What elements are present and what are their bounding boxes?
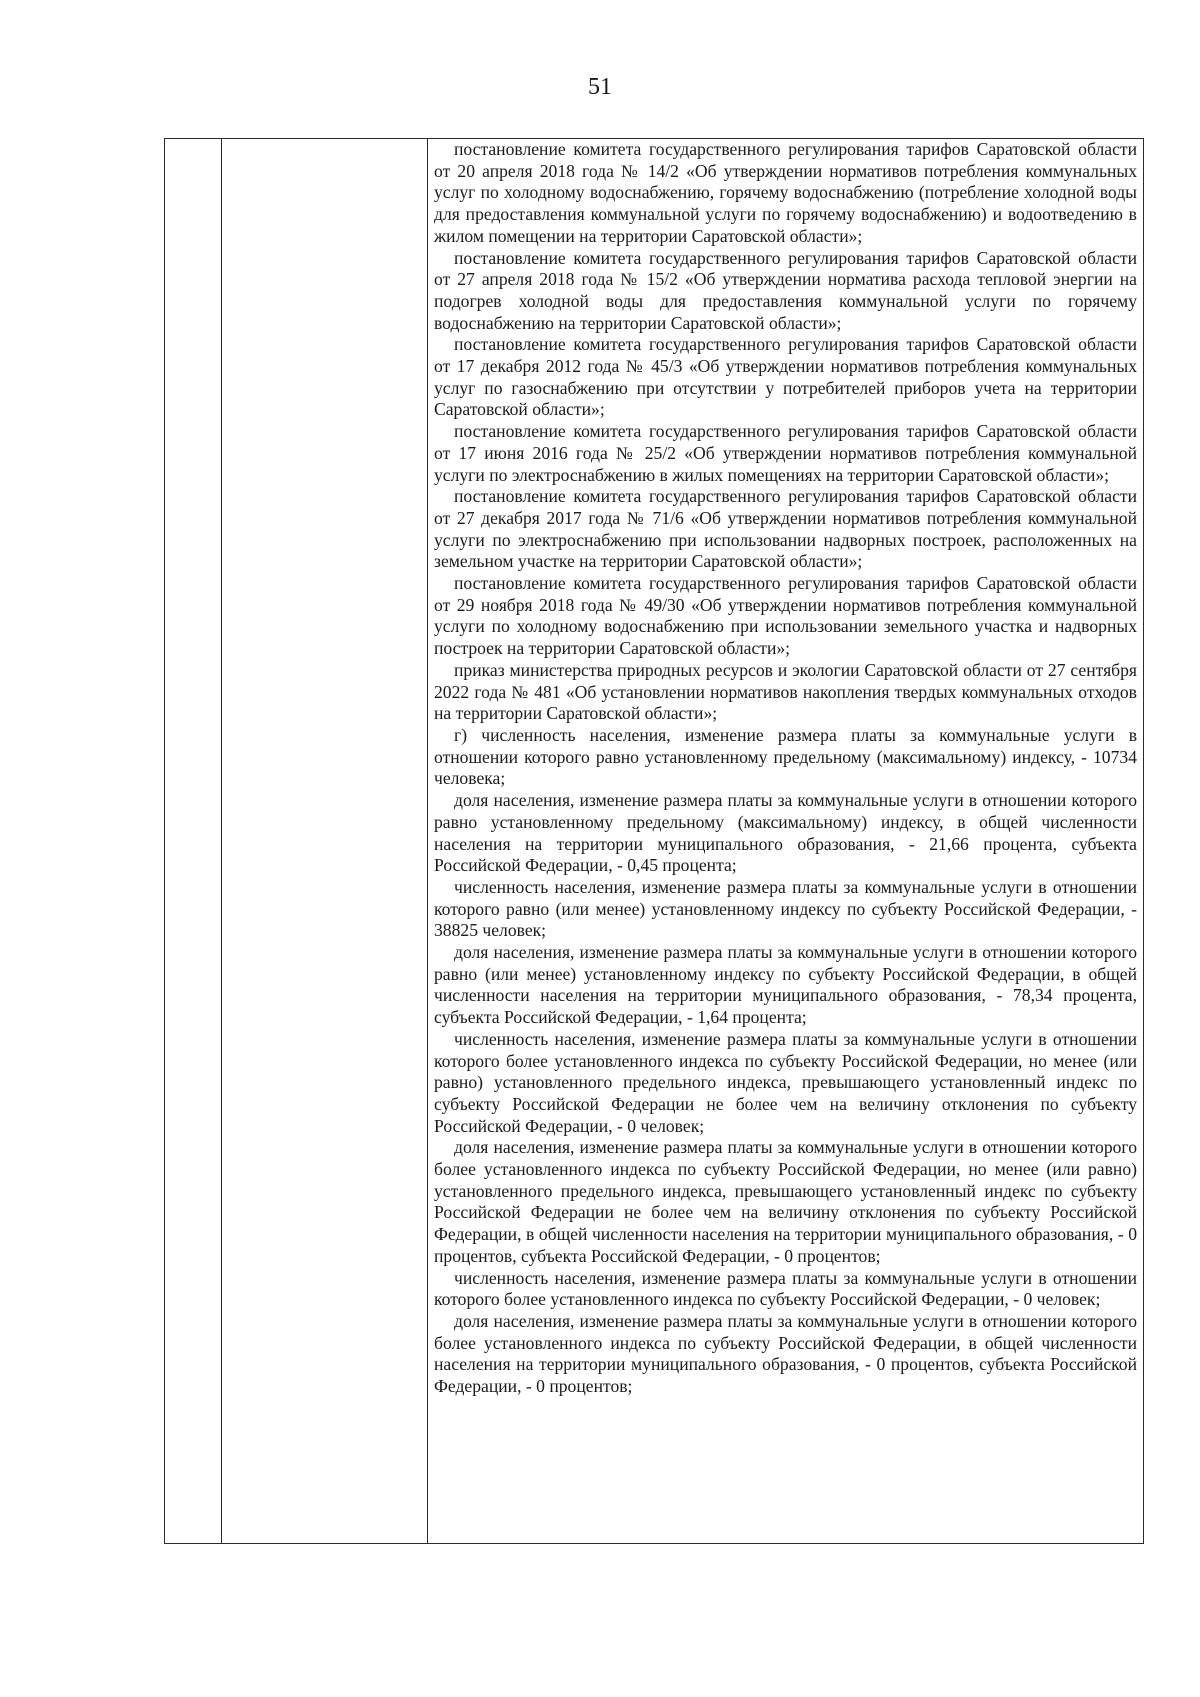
document-table [164,138,1144,1544]
paragraph: численность населения, изменение размера платы за коммунальные услуги в отношении которого равно (или менее) установленному индексу по субъекту Российской Федерации, - 38825 человек; [434,876,1137,941]
paragraph: постановление комитета государственного регулирования тарифов Саратовской области от 17 декабря 2012 года № 45/3 «Об утверждении нормативов потребления коммунальных услуг по газоснабжению при отсутствии у потребителей приборов учета на территории Саратовской области»; [434,334,1137,420]
paragraph: постановление комитета государственного регулирования тарифов Саратовской области от 27 декабря 2017 года № 71/6 «Об утверждении нормативов потребления коммунальной услуги по электроснабжению при использовании надворных построек, расположенных на земельном участке на территории Саратовской области»; [434,486,1137,572]
paragraph: численность населения, изменение размера платы за коммунальные услуги в отношении которого более установленного индекса по субъекту Российской Федерации, - 0 человек; [434,1267,1137,1310]
table-cell-empty-2 [222,139,428,1544]
paragraph: доля населения, изменение размера платы за коммунальные услуги в отношении которого более установленного индекса по субъекту Российской Федерации, в общей численности населения на территории муниципального образования, - 0 процентов, субъекта Российской Федерации, - 0 процентов; [434,1310,1137,1397]
paragraph: доля населения, изменение размера платы за коммунальные услуги в отношении которого равно (или менее) установленному индексу по субъекту Российской Федерации, в общей численности населения на территории муниципального образования, - 78,34 процента, субъекта Российской Федерации, - 1,64 процента; [434,942,1137,1028]
paragraph: постановление комитета государственного регулирования тарифов Саратовской области от 17 июня 2016 года № 25/2 «Об утверждении нормативов потребления коммунальной услуги по электроснабжению в жилых помещениях на территории Саратовской области»; [434,421,1137,485]
paragraph: численность населения, изменение размера платы за коммунальные услуги в отношении которого более установленного индекса по субъекту Российской Федерации, но менее (или равно) установленного предельного индекса, превышающего установленный индекс по субъекту Российской Федерации не более чем на величину отклонения по субъекту Российской Федерации, - 0 человек; [434,1028,1137,1136]
table-cell-content [428,139,1144,1544]
paragraph: постановление комитета государственного регулирования тарифов Саратовской области от 29 ноября 2018 года № 49/30 «Об утверждении нормативов потребления коммунальной услуги по холодному водоснабжению при использовании земельного участка и надворных построек на территории Саратовской области»; [434,573,1137,659]
paragraph: постановление комитета государственного регулирования тарифов Саратовской области от 20 апреля 2018 года № 14/2 «Об утверждении нормативов потребления коммунальных услуг по холодному водоснабжению, горячему водоснабжению (потребление холодной воды для предоставления коммунальной услуги по горячему водоснабжению) и водоотведению в жилом помещении на территории Саратовской области»; [434,139,1137,246]
paragraph: доля населения, изменение размера платы за коммунальные услуги в отношении которого более установленного индекса по субъекту Российской Федерации, но менее (или равно) установленного предельного индекса, превышающего установленный индекс по субъекту Российской Федерации не более чем на величину отклонения по субъекту Российской Федерации, в общей численности населения на территории муниципального образования, - 0 процентов, субъекта Российской Федерации, - 0 процентов; [434,1137,1137,1266]
table-cell-empty-1 [165,139,222,1544]
paragraph: приказ министерства природных ресурсов и экологии Саратовской области от 27 сентября 2022 года № 481 «Об установлении нормативов накопления твердых коммунальных отходов на территории Саратовской области»; [434,659,1137,724]
paragraph: доля населения, изменение размера платы за коммунальные услуги в отношении которого равно установленному предельному (максимальному) индексу, в общей численности населения на территории муниципального образования, - 21,66 процента, субъекта Российской Федерации, - 0,45 процента; [434,790,1137,876]
cell-text-block [428,139,1143,1398]
table-row [165,139,1144,1544]
page-number: 51 [588,74,612,100]
paragraph: г) численность населения, изменение размера платы за коммунальные услуги в отношении которого равно установленному предельному (максимальному) индексу, - 10734 человека; [434,724,1137,789]
paragraph: постановление комитета государственного регулирования тарифов Саратовской области от 27 апреля 2018 года № 15/2 «Об утверждении норматива расхода тепловой энергии на подогрев холодной воды для предоставления коммунальной услуги по горячему водоснабжению на территории Саратовской области»; [434,247,1137,333]
